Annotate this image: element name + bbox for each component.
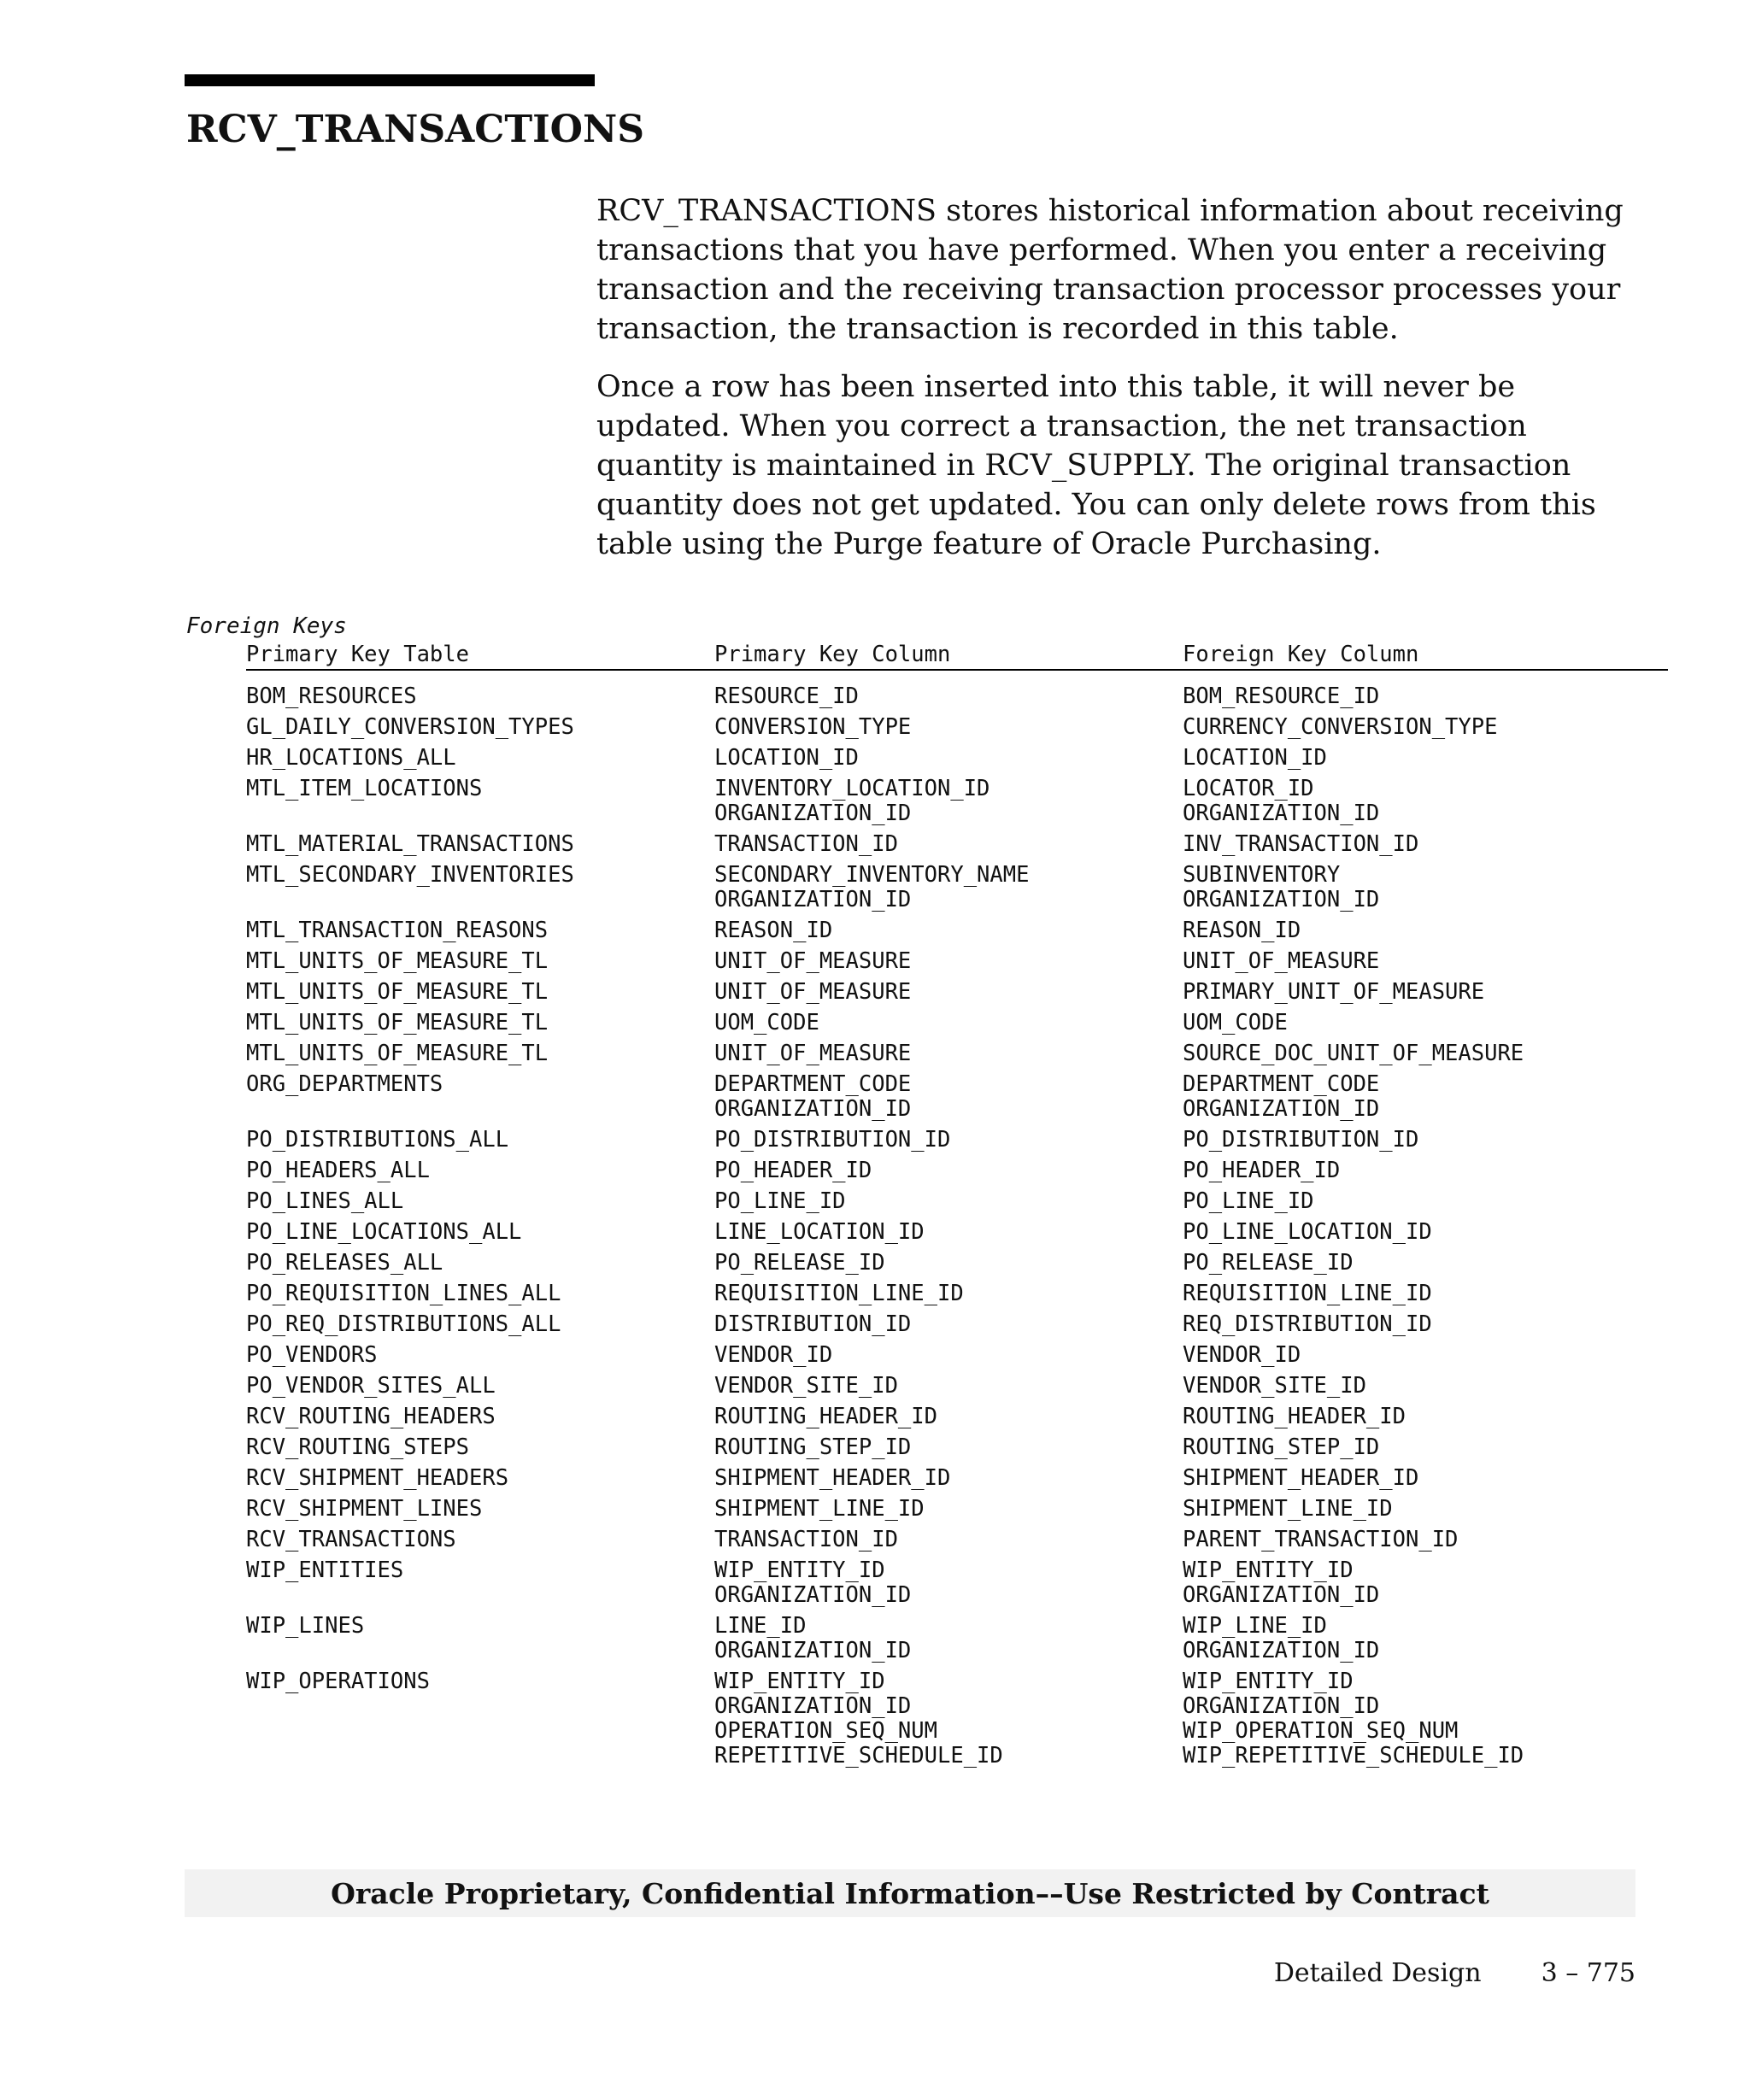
- column-name: ROUTING_STEP_ID: [1183, 1434, 1380, 1460]
- table-name: PO_VENDORS: [246, 1342, 378, 1368]
- table-row: [246, 1072, 1668, 1122]
- column-name: VENDOR_ID: [714, 1342, 833, 1368]
- column-name: UNIT_OF_MEASURE: [714, 979, 912, 1005]
- column-name: INV_TRANSACTION_ID: [1183, 831, 1419, 857]
- table-row: [246, 1159, 1668, 1183]
- foreign-key-column-cell: [1183, 1011, 1661, 1035]
- table-row: [246, 1011, 1668, 1035]
- column-name: WIP_ENTITY_ID: [1183, 1557, 1354, 1583]
- table-name: PO_LINE_LOCATIONS_ALL: [246, 1219, 522, 1245]
- table-name: RCV_SHIPMENT_HEADERS: [246, 1465, 509, 1491]
- table-row: [246, 1497, 1668, 1522]
- primary-key-table-cell: [246, 863, 714, 912]
- column-name: PO_RELEASE_ID: [1183, 1250, 1354, 1276]
- primary-key-column-cell: [714, 1220, 1183, 1245]
- foreign-key-column-cell: [1183, 1159, 1661, 1183]
- column-name: WIP_LINE_ID: [1183, 1613, 1327, 1639]
- column-name: BOM_RESOURCE_ID: [1183, 683, 1380, 709]
- primary-key-column-cell: [714, 1528, 1183, 1552]
- primary-key-table-cell: [246, 1405, 714, 1429]
- table-name: MTL_SECONDARY_INVENTORIES: [246, 862, 574, 888]
- foreign-key-column-cell: [1183, 918, 1661, 943]
- column-name: ROUTING_HEADER_ID: [714, 1404, 937, 1429]
- column-name: VENDOR_SITE_ID: [714, 1373, 898, 1399]
- primary-key-column-cell: [714, 1374, 1183, 1399]
- table-name: MTL_UNITS_OF_MEASURE_TL: [246, 948, 549, 974]
- table-header: [246, 642, 1668, 671]
- column-name: PO_DISTRIBUTION_ID: [1183, 1127, 1419, 1153]
- foreign-key-column-cell: [1183, 1669, 1661, 1769]
- primary-key-column-cell: [714, 949, 1183, 974]
- column-name: ORGANIZATION_ID: [714, 1638, 912, 1663]
- header-primary-key-table: Primary Key Table: [246, 642, 469, 667]
- column-name: TRANSACTION_ID: [714, 831, 898, 857]
- column-name: OPERATION_SEQ_NUM: [714, 1718, 937, 1744]
- foreign-keys-table: [246, 642, 1668, 1774]
- column-name: LOCATION_ID: [1183, 745, 1327, 771]
- primary-key-table-cell: [246, 918, 714, 943]
- foreign-key-column-cell: [1183, 1405, 1661, 1429]
- foreign-key-column-cell: [1183, 1312, 1661, 1337]
- primary-key-column-cell: [714, 684, 1183, 709]
- table-row: [246, 1189, 1668, 1214]
- foreign-key-column-cell: [1183, 684, 1661, 709]
- primary-key-table-cell: [246, 1497, 714, 1522]
- foreign-key-column-cell: [1183, 777, 1661, 826]
- primary-key-table-cell: [246, 1669, 714, 1769]
- foreign-key-column-cell: [1183, 1374, 1661, 1399]
- table-row: [246, 980, 1668, 1005]
- primary-key-column-cell: [714, 1159, 1183, 1183]
- primary-key-column-cell: [714, 863, 1183, 912]
- foreign-key-column-cell: [1183, 1041, 1661, 1066]
- confidential-banner: [185, 1869, 1635, 1917]
- description-paragraph-1: RCV_TRANSACTIONS stores historical information about receiving transactions that you have performed. When you enter a receiving transaction and the receiving transaction processor processes your transaction, the transaction is recorded in this table.: [596, 194, 1624, 346]
- primary-key-column-cell: [714, 980, 1183, 1005]
- primary-key-column-cell: [714, 1343, 1183, 1368]
- primary-key-column-cell: [714, 1558, 1183, 1608]
- primary-key-table-cell: [246, 1128, 714, 1153]
- column-name: VENDOR_ID: [1183, 1342, 1301, 1368]
- table-body: [246, 684, 1668, 1769]
- column-name: LINE_ID: [714, 1613, 807, 1639]
- column-name: RESOURCE_ID: [714, 683, 859, 709]
- column-name: UOM_CODE: [1183, 1010, 1288, 1035]
- table-row: [246, 1528, 1668, 1552]
- table-row: [246, 746, 1668, 771]
- table-row: [246, 1041, 1668, 1066]
- primary-key-column-cell: [714, 777, 1183, 826]
- column-name: SHIPMENT_HEADER_ID: [714, 1465, 951, 1491]
- column-name: SHIPMENT_HEADER_ID: [1183, 1465, 1419, 1491]
- table-row: [246, 863, 1668, 912]
- column-name: LOCATION_ID: [714, 745, 859, 771]
- column-name: UOM_CODE: [714, 1010, 819, 1035]
- table-row: [246, 1558, 1668, 1608]
- primary-key-column-cell: [714, 1614, 1183, 1663]
- table-name: PO_HEADERS_ALL: [246, 1158, 430, 1183]
- primary-key-column-cell: [714, 1466, 1183, 1491]
- primary-key-column-cell: [714, 1072, 1183, 1122]
- foreign-key-column-cell: [1183, 1189, 1661, 1214]
- column-name: PARENT_TRANSACTION_ID: [1183, 1527, 1459, 1552]
- column-name: REQUISITION_LINE_ID: [1183, 1281, 1432, 1306]
- table-row: [246, 684, 1668, 709]
- column-name: CURRENCY_CONVERSION_TYPE: [1183, 714, 1498, 740]
- column-name: ORGANIZATION_ID: [714, 1096, 912, 1122]
- table-name: WIP_ENTITIES: [246, 1557, 404, 1583]
- page-title: RCV_TRANSACTIONS: [186, 108, 644, 151]
- foreign-key-column-cell: [1183, 1614, 1661, 1663]
- column-name: ORGANIZATION_ID: [1183, 801, 1380, 826]
- primary-key-column-cell: [714, 1669, 1183, 1769]
- column-name: ROUTING_STEP_ID: [714, 1434, 912, 1460]
- foreign-key-column-cell: [1183, 1466, 1661, 1491]
- foreign-key-column-cell: [1183, 715, 1661, 740]
- table-row: [246, 777, 1668, 826]
- description-paragraph-2: Once a row has been inserted into this table, it will never be updated. When you correct a transaction, the net transaction quantity is maintained in RCV_SUPPLY. The original transaction quantity does not get updated. You can only delete rows from this table using the Purge feature of Oracle Purchasing.: [596, 370, 1596, 561]
- foreign-key-column-cell: [1183, 1072, 1661, 1122]
- column-name: INVENTORY_LOCATION_ID: [714, 776, 990, 801]
- foreign-key-column-cell: [1183, 1343, 1661, 1368]
- column-name: ORGANIZATION_ID: [1183, 1638, 1380, 1663]
- table-name: MTL_UNITS_OF_MEASURE_TL: [246, 1041, 549, 1066]
- table-name: MTL_UNITS_OF_MEASURE_TL: [246, 1010, 549, 1035]
- foreign-key-column-cell: [1183, 1128, 1661, 1153]
- column-name: LINE_LOCATION_ID: [714, 1219, 925, 1245]
- table-row: [246, 1282, 1668, 1306]
- table-name: RCV_ROUTING_STEPS: [246, 1434, 469, 1460]
- description: [596, 191, 1639, 583]
- column-name: REQ_DISTRIBUTION_ID: [1183, 1311, 1432, 1337]
- column-name: ORGANIZATION_ID: [1183, 1693, 1380, 1719]
- primary-key-column-cell: [714, 1435, 1183, 1460]
- primary-key-table-cell: [246, 684, 714, 709]
- primary-key-column-cell: [714, 1251, 1183, 1276]
- table-name: MTL_MATERIAL_TRANSACTIONS: [246, 831, 574, 857]
- primary-key-column-cell: [714, 918, 1183, 943]
- column-name: REASON_ID: [1183, 918, 1301, 943]
- column-name: UNIT_OF_MEASURE: [714, 948, 912, 974]
- column-name: PO_LINE_ID: [714, 1188, 846, 1214]
- foreign-key-column-cell: [1183, 1528, 1661, 1552]
- primary-key-column-cell: [714, 1497, 1183, 1522]
- header-foreign-key-column: Foreign Key Column: [1183, 642, 1419, 667]
- primary-key-table-cell: [246, 1220, 714, 1245]
- column-name: ORGANIZATION_ID: [714, 1693, 912, 1719]
- table-name: ORG_DEPARTMENTS: [246, 1071, 443, 1097]
- column-name: UNIT_OF_MEASURE: [714, 1041, 912, 1066]
- table-row: [246, 715, 1668, 740]
- primary-key-table-cell: [246, 832, 714, 857]
- primary-key-column-cell: [714, 746, 1183, 771]
- column-name: WIP_REPETITIVE_SCHEDULE_ID: [1183, 1743, 1524, 1769]
- column-name: PO_HEADER_ID: [714, 1158, 872, 1183]
- primary-key-table-cell: [246, 746, 714, 771]
- table-row: [246, 1312, 1668, 1337]
- table-name: WIP_LINES: [246, 1613, 365, 1639]
- column-name: ORGANIZATION_ID: [1183, 1582, 1380, 1608]
- table-name: PO_RELEASES_ALL: [246, 1250, 443, 1276]
- foreign-keys-label: Foreign Keys: [186, 613, 347, 639]
- primary-key-table-cell: [246, 1159, 714, 1183]
- column-name: UNIT_OF_MEASURE: [1183, 948, 1380, 974]
- table-row: [246, 1251, 1668, 1276]
- header-primary-key-column: Primary Key Column: [714, 642, 951, 667]
- column-name: WIP_ENTITY_ID: [1183, 1669, 1354, 1694]
- foreign-key-column-cell: [1183, 1282, 1661, 1306]
- foreign-key-column-cell: [1183, 1497, 1661, 1522]
- foreign-key-column-cell: [1183, 1220, 1661, 1245]
- table-name: PO_REQUISITION_LINES_ALL: [246, 1281, 561, 1306]
- table-row: [246, 1435, 1668, 1460]
- foreign-key-column-cell: [1183, 949, 1661, 974]
- table-name: WIP_OPERATIONS: [246, 1669, 430, 1694]
- column-name: REASON_ID: [714, 918, 833, 943]
- table-row: [246, 832, 1668, 857]
- column-name: LOCATOR_ID: [1183, 776, 1314, 801]
- table-name: RCV_ROUTING_HEADERS: [246, 1404, 496, 1429]
- column-name: ROUTING_HEADER_ID: [1183, 1404, 1406, 1429]
- column-name: ORGANIZATION_ID: [714, 801, 912, 826]
- primary-key-column-cell: [714, 832, 1183, 857]
- primary-key-table-cell: [246, 715, 714, 740]
- column-name: ORGANIZATION_ID: [714, 1582, 912, 1608]
- foreign-key-column-cell: [1183, 863, 1661, 912]
- primary-key-table-cell: [246, 1374, 714, 1399]
- table-name: PO_DISTRIBUTIONS_ALL: [246, 1127, 509, 1153]
- table-name: RCV_TRANSACTIONS: [246, 1527, 456, 1552]
- column-name: VENDOR_SITE_ID: [1183, 1373, 1366, 1399]
- foreign-key-column-cell: [1183, 980, 1661, 1005]
- table-row: [246, 1374, 1668, 1399]
- primary-key-column-cell: [714, 1405, 1183, 1429]
- primary-key-table-cell: [246, 980, 714, 1005]
- primary-key-table-cell: [246, 1041, 714, 1066]
- table-row: [246, 918, 1668, 943]
- column-name: TRANSACTION_ID: [714, 1527, 898, 1552]
- primary-key-table-cell: [246, 1312, 714, 1337]
- table-row: [246, 1128, 1668, 1153]
- title-rule: [185, 74, 595, 86]
- primary-key-table-cell: [246, 1558, 714, 1608]
- table-name: MTL_ITEM_LOCATIONS: [246, 776, 483, 801]
- primary-key-table-cell: [246, 1614, 714, 1663]
- primary-key-column-cell: [714, 1282, 1183, 1306]
- column-name: DEPARTMENT_CODE: [714, 1071, 912, 1097]
- table-name: PO_LINES_ALL: [246, 1188, 404, 1214]
- column-name: PO_DISTRIBUTION_ID: [714, 1127, 951, 1153]
- column-name: PO_RELEASE_ID: [714, 1250, 885, 1276]
- column-name: SHIPMENT_LINE_ID: [1183, 1496, 1393, 1522]
- confidential-text: Oracle Proprietary, Confidential Information––Use Restricted by Contract: [331, 1876, 1489, 1910]
- table-row: [246, 1669, 1668, 1769]
- primary-key-column-cell: [714, 715, 1183, 740]
- column-name: PO_LINE_LOCATION_ID: [1183, 1219, 1432, 1245]
- column-name: SOURCE_DOC_UNIT_OF_MEASURE: [1183, 1041, 1524, 1066]
- column-name: SECONDARY_INVENTORY_NAME: [714, 862, 1030, 888]
- primary-key-table-cell: [246, 1435, 714, 1460]
- foreign-key-column-cell: [1183, 1558, 1661, 1608]
- foreign-key-column-cell: [1183, 1251, 1661, 1276]
- primary-key-table-cell: [246, 1251, 714, 1276]
- primary-key-column-cell: [714, 1312, 1183, 1337]
- table-row: [246, 949, 1668, 974]
- column-name: PO_LINE_ID: [1183, 1188, 1314, 1214]
- primary-key-table-cell: [246, 777, 714, 826]
- column-name: PO_HEADER_ID: [1183, 1158, 1341, 1183]
- table-name: HR_LOCATIONS_ALL: [246, 745, 456, 771]
- column-name: CONVERSION_TYPE: [714, 714, 912, 740]
- column-name: WIP_OPERATION_SEQ_NUM: [1183, 1718, 1459, 1744]
- table-name: RCV_SHIPMENT_LINES: [246, 1496, 483, 1522]
- table-name: GL_DAILY_CONVERSION_TYPES: [246, 714, 574, 740]
- primary-key-column-cell: [714, 1128, 1183, 1153]
- table-name: MTL_UNITS_OF_MEASURE_TL: [246, 979, 549, 1005]
- primary-key-table-cell: [246, 1011, 714, 1035]
- table-name: PO_VENDOR_SITES_ALL: [246, 1373, 496, 1399]
- primary-key-table-cell: [246, 1343, 714, 1368]
- column-name: WIP_ENTITY_ID: [714, 1557, 885, 1583]
- primary-key-column-cell: [714, 1189, 1183, 1214]
- column-name: REPETITIVE_SCHEDULE_ID: [714, 1743, 1003, 1769]
- primary-key-table-cell: [246, 949, 714, 974]
- section-name: Detailed Design: [1273, 1958, 1482, 1988]
- table-row: [246, 1343, 1668, 1368]
- column-name: PRIMARY_UNIT_OF_MEASURE: [1183, 979, 1485, 1005]
- table-name: BOM_RESOURCES: [246, 683, 417, 709]
- primary-key-column-cell: [714, 1041, 1183, 1066]
- column-name: SUBINVENTORY: [1183, 862, 1341, 888]
- foreign-key-column-cell: [1183, 832, 1661, 857]
- table-row: [246, 1614, 1668, 1663]
- foreign-key-column-cell: [1183, 746, 1661, 771]
- table-row: [246, 1220, 1668, 1245]
- page-number: 3 – 775: [1541, 1958, 1635, 1988]
- table-name: PO_REQ_DISTRIBUTIONS_ALL: [246, 1311, 561, 1337]
- primary-key-table-cell: [246, 1189, 714, 1214]
- foreign-key-column-cell: [1183, 1435, 1661, 1460]
- column-name: WIP_ENTITY_ID: [714, 1669, 885, 1694]
- table-row: [246, 1405, 1668, 1429]
- column-name: ORGANIZATION_ID: [1183, 887, 1380, 912]
- primary-key-table-cell: [246, 1528, 714, 1552]
- table-row: [246, 1466, 1668, 1491]
- column-name: SHIPMENT_LINE_ID: [714, 1496, 925, 1522]
- table-name: MTL_TRANSACTION_REASONS: [246, 918, 549, 943]
- column-name: ORGANIZATION_ID: [1183, 1096, 1380, 1122]
- column-name: REQUISITION_LINE_ID: [714, 1281, 964, 1306]
- column-name: DISTRIBUTION_ID: [714, 1311, 912, 1337]
- primary-key-table-cell: [246, 1466, 714, 1491]
- column-name: ORGANIZATION_ID: [714, 887, 912, 912]
- primary-key-table-cell: [246, 1282, 714, 1306]
- primary-key-table-cell: [246, 1072, 714, 1122]
- page-footer: [1274, 1958, 1635, 1988]
- column-name: DEPARTMENT_CODE: [1183, 1071, 1380, 1097]
- primary-key-column-cell: [714, 1011, 1183, 1035]
